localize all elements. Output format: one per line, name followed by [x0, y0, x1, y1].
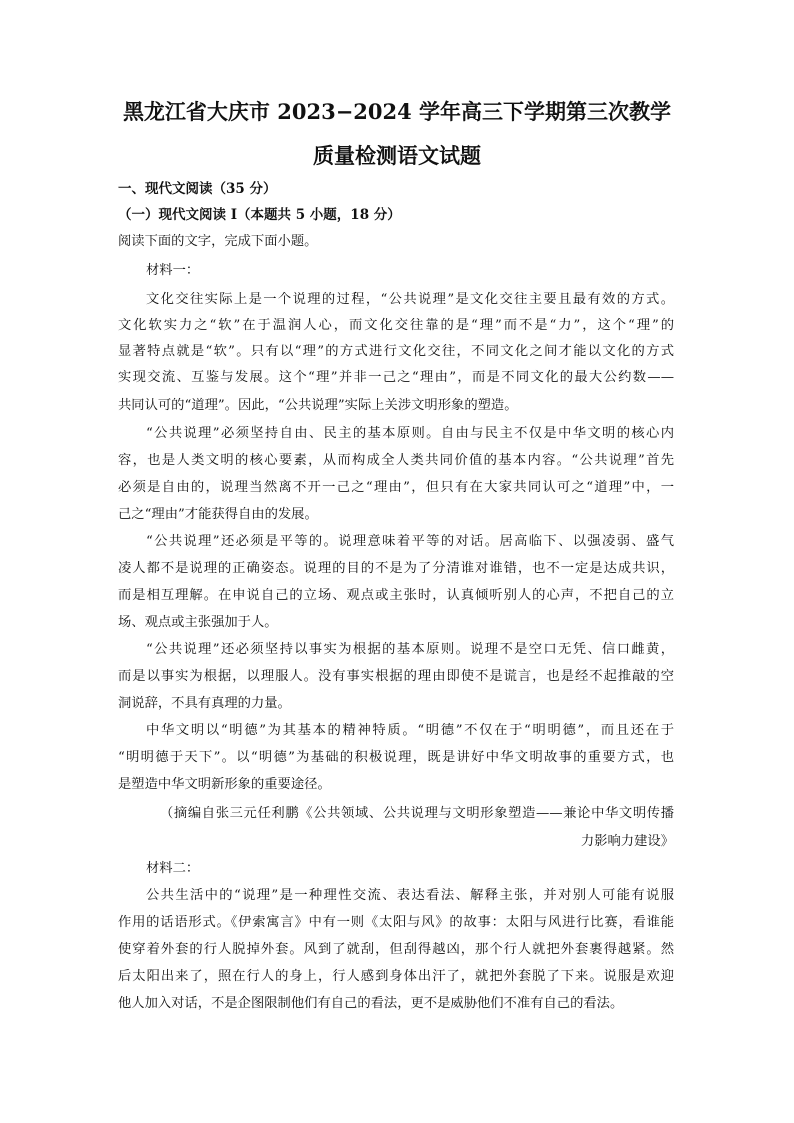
- citation-line-1: （摘编自张三元任利鹏《公共领域、公共说理与文明形象塑造——兼论中华文明传播: [160, 806, 674, 821]
- paragraph-line: 己之“理由”才能获得自由的发展。: [118, 507, 318, 522]
- paragraph-line: 文化软实力之“软”在于温润人心，而文化交往靠的是“理”而不是“力”，这个“理”的: [118, 318, 674, 333]
- paragraph-line: 凌人都不是说理的正确姿态。说理的目的不是为了分清谁对谁错，也不一定是达成共识，: [118, 561, 674, 576]
- paragraph-line: “公共说理”还必须是平等的。说理意味着平等的对话。居高临下、以强凌弱、盛气: [146, 534, 674, 549]
- paragraph-line: “明明德于天下”。以“明德”为基础的积极说理，既是讲好中华文明故事的重要方式，也: [118, 750, 674, 765]
- paragraph-line: 文化交往实际上是一个说理的过程，“公共说理”是文化交往主要且最有效的方式。: [146, 292, 674, 307]
- section-heading: 一、现代文阅读（35 分）: [118, 181, 277, 197]
- material-1-label: 材料一：: [146, 263, 200, 278]
- paragraph-line: 而是以事实为根据，以理服人。没有事实根据的理由即使不是谎言，也是经不起推敲的空: [118, 669, 674, 684]
- material-2-label: 材料二：: [146, 861, 200, 876]
- document-title-line-2: 质量检测语文试题: [313, 143, 481, 168]
- paragraph-line: “公共说理”还必须坚持以事实为根据的基本原则。说理不是空口无凭、信口雌黄，: [146, 642, 674, 657]
- paragraph-line: 容，也是人类文明的核心要素，从而构成全人类共同价值的基本内容。“公共说理”首先: [118, 453, 674, 468]
- paragraph-line: 共同认可的“道理”。因此，“公共说理”实际上关涉文明形象的塑造。: [118, 398, 518, 413]
- paragraph-line: 后太阳出来了，照在行人的身上，行人感到身体出汗了，就把外套脱了下来。说服是欢迎: [118, 969, 674, 984]
- paragraph-line: 而是相互理解。在申说自己的立场、观点或主张时，认真倾听别人的心声，不把自己的立: [118, 588, 674, 603]
- paragraph-line: 公共生活中的“说理”是一种理性交流、表达看法、解释主张，并对别人可能有说服: [146, 888, 674, 903]
- paragraph-line: 必须是自由的，说理当然离不开一己之“理由”，但只有在大家共同认可之“道理”中，一: [118, 480, 674, 495]
- paragraph-line: 他人加入对话，不是企图限制他们有自己的看法，更不是威胁他们不准有自己的看法。: [118, 996, 624, 1011]
- paragraph-line: 实现交流、互鉴与发展。这个“理”并非一己之“理由”，而是不同文化的最大公约数——: [118, 370, 674, 385]
- paragraph-line: “公共说理”必须坚持自由、民主的基本原则。自由与民主不仅是中华文明的核心内: [146, 426, 674, 441]
- paragraph-line: 作用的话语形式。《伊索寓言》中有一则《太阳与风》的故事：太阳与风进行比赛，看谁能: [118, 915, 674, 930]
- paragraph-line: 洞说辞，不具有真理的力量。: [118, 696, 291, 711]
- paragraph-line: 中华文明以“明德”为其基本的精神特质。“明德”不仅在于“明明德”，而且还在于: [146, 723, 674, 738]
- paragraph-line: 是塑造中华文明新形象的重要途径。: [118, 777, 331, 792]
- document-title-line-1: 黑龙江省大庆市 2023−2024 学年高三下学期第三次教学: [122, 99, 672, 124]
- instruction-text: 阅读下面的文字，完成下面小题。: [118, 234, 318, 249]
- paragraph-line: 场、观点或主张强加于人。: [118, 615, 278, 630]
- citation-line-2: 力影响力建设》: [580, 834, 674, 849]
- paragraph-line: 显著特点就是“软”。只有以“理”的方式进行文化交往，不同文化之间才能以文化的方式: [118, 344, 674, 359]
- paragraph-line: 使穿着外套的行人脱掉外套。风到了就刮，但刮得越凶，那个行人就把外套裹得越紧。然: [118, 942, 674, 957]
- subsection-heading: （一）现代文阅读 I（本题共 5 小题，18 分）: [118, 207, 401, 223]
